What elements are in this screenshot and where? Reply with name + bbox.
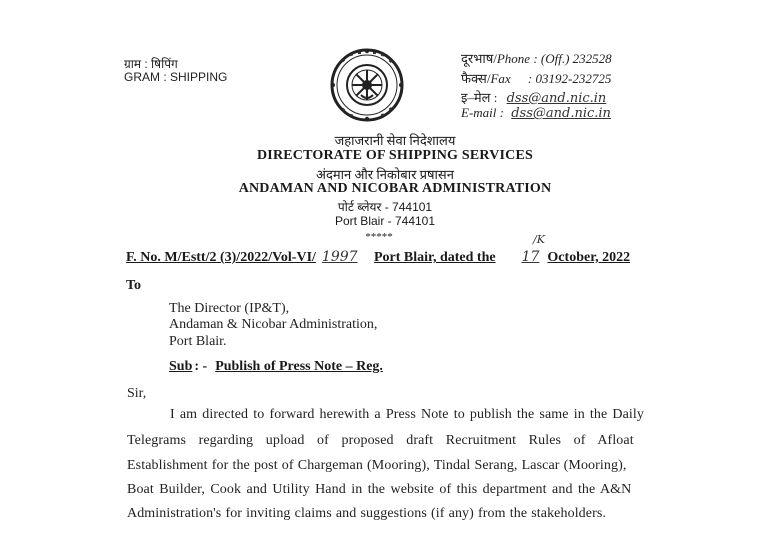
month-year: October, 2022: [547, 250, 631, 265]
file-number-line: [126, 249, 364, 266]
phone-line: [461, 49, 612, 67]
stars-divider: *****: [365, 231, 393, 243]
body-line-1: I am directed to forward herewith a Press Note to publish the same in the Daily: [170, 407, 644, 422]
date-line: [374, 249, 630, 266]
fax-value: : 03192-232725: [527, 71, 612, 86]
address-line-1: The Director (IP&T),: [169, 301, 290, 316]
gram-english: GRAM : SHIPPING: [124, 70, 228, 84]
address-line-3: Port Blair.: [169, 334, 227, 349]
address-line-2: Andaman & Nicobar Administration,: [169, 317, 378, 332]
to-label: To: [126, 278, 142, 293]
email-hindi-line: [461, 88, 606, 106]
subject-label: Sub: [169, 359, 193, 374]
email-hindi-link[interactable]: dss@and.nic.in: [506, 91, 607, 106]
file-number: F. No. M/Estt/2 (3)/2022/Vol-VI/: [126, 250, 316, 265]
phone-value: Phone : (Off.) 232528: [496, 51, 612, 66]
admin-english: ANDAMAN AND NICOBAR ADMINISTRATION: [238, 181, 552, 196]
body-line-4: Boat Builder, Cook and Utility Hand in the website of this department and the A&N: [127, 482, 632, 497]
email-english-line: [461, 105, 611, 121]
dept-english: DIRECTORATE OF SHIPPING SERVICES: [257, 148, 533, 163]
file-number-handwritten: 1997: [321, 249, 358, 265]
phone-label-hindi: दूरभाष/: [461, 51, 497, 66]
city-hindi: पोर्ट ब्लेयर - 744101: [337, 200, 433, 214]
gram-hindi: ग्राम : षिपिंग: [124, 57, 178, 71]
dept-hindi: जहाजरानी सेवा निदेशालय: [334, 133, 456, 148]
fax-label-english: Fax: [490, 71, 511, 86]
fax-label-hindi: फैक्स/: [461, 71, 491, 86]
subject-text: Publish of Press Note – Reg.: [215, 359, 383, 374]
subject-separator: : -: [194, 359, 208, 374]
body-line-3: Establishment for the post of Chargeman (Mooring), Tindal Serang, Lascar (Mooring),: [127, 458, 627, 473]
salutation: Sir,: [127, 386, 147, 401]
email-hindi-label: इ–मेल :: [461, 90, 498, 105]
body-line-2: Telegrams regarding upload of proposed draft Recruitment Rules of Afloat: [127, 433, 634, 448]
admin-hindi: अंदमान और निकोबार प्रषासन: [316, 167, 454, 182]
subject-line: [169, 359, 383, 375]
body-line-5: Administration's for inviting claims and suggestions (if any) from the stakeholders.: [127, 506, 607, 521]
email-english-link[interactable]: dss@and.nic.in: [511, 106, 611, 121]
seal-emblem: [328, 48, 406, 122]
fax-line: [461, 69, 611, 87]
date-mark-handwritten: /K: [533, 233, 545, 246]
dated-label: Port Blair, dated the: [374, 250, 496, 265]
date-day-handwritten: 17: [521, 249, 540, 265]
email-english-label: E-mail :: [461, 105, 504, 120]
city-english: Port Blair - 744101: [334, 214, 436, 228]
